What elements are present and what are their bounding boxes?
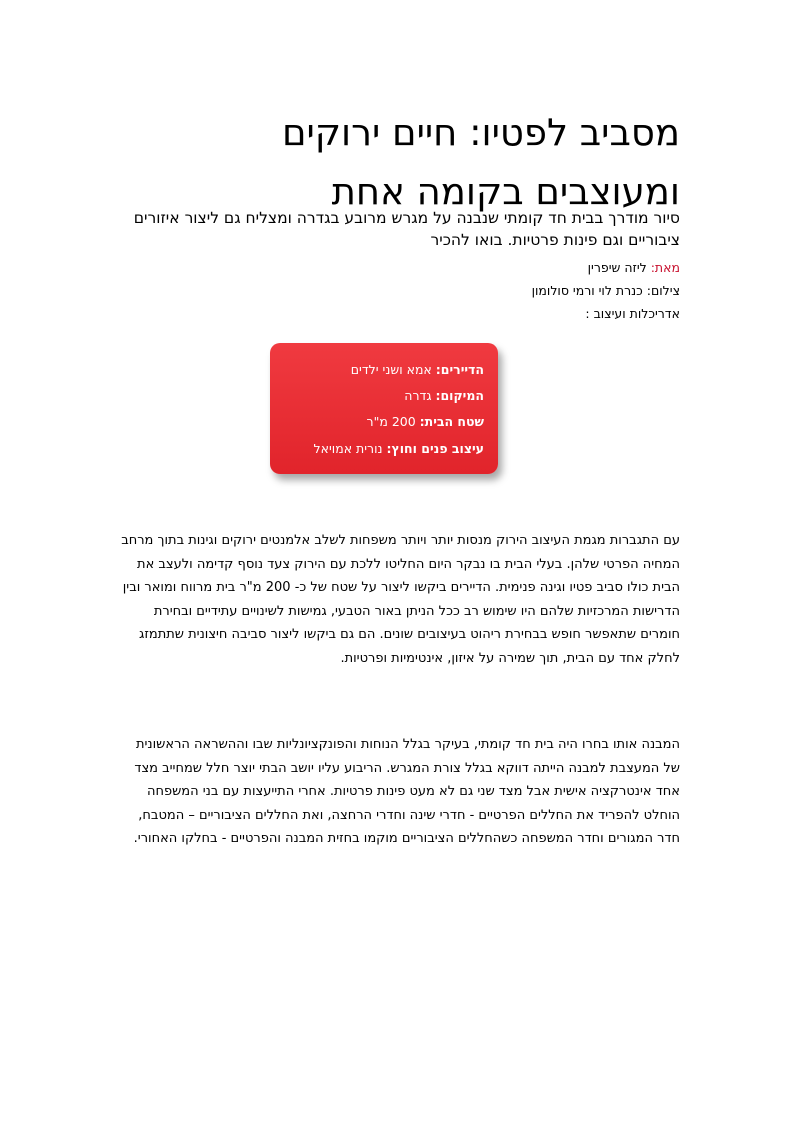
author-name: ליזה שיפרין: [587, 260, 647, 275]
area-value: 200 מ"ר: [366, 414, 416, 429]
author-label: מאת:: [650, 260, 680, 275]
info-row-area: [367, 414, 484, 429]
body-paragraph-1: עם התגברות מגמת העיצוב הירוק מנסות יותר ויותר משפחות לשלב אלמנטים ירוקים וגינות בתוך מרחב המחיה הפרטי שלהן. בעלי הבית בו נבקר היום החליטו ללכת עם הירוק צעד נוסף קדימה ולעצב את הבית כולו סביב פטיו וגינה פנימית. הדיירים ביקשו ליצור על שטח של כ- 200 מ"ר בית מרווח ומואר ובין הדרישות המרכזיות שלהם היו שימוש רב ככל הניתן באור הטבעי, גמישות לשינויים עתידיים ובחירת חומרים שתאפשר חופש בבחירת ריהוט בעיצובים שונים. הם גם ביקשו ליצור סביבה חיצונית שתתמזג לחלק אחד עם הבית, תוך שמירה על איזון, אינטימיות ופרטיות.: [121, 533, 680, 666]
info-row-location: [404, 388, 484, 403]
design-credit: אדריכלות ועיצוב :: [585, 306, 680, 321]
info-row-design: [314, 441, 484, 456]
photo-credit: צילום: כנרת לוי ורמי סולומון: [531, 283, 680, 298]
title-line-1: מסביב לפטיו: חיים ירוקים: [281, 111, 680, 154]
designer-value: נורית אמויאל: [313, 441, 383, 456]
byline: [120, 256, 680, 325]
author-line: [120, 256, 680, 279]
article-subtitle: סיור מודרך בבית חד קומתי שנבנה על מגרש מרובע בגדרה ומצליח גם ליצור איזורים ציבוריים וגם פינות פרטיות. בואו להכיר: [133, 209, 680, 249]
info-box: [270, 343, 498, 474]
location-label: המיקום:: [435, 388, 484, 403]
article-title: [120, 103, 680, 221]
body-paragraph-2: המבנה אותו בחרו היה בית חד קומתי, בעיקר בגלל הנוחות והפונקציונליות שבו וההשראה הראשונית של המעצבת למבנה הייתה דווקא בגלל צורת המגרש. הריבוע עליו יושב הבתי יוצר חלל שמחייב מצד אחד אינטרקציה אישית אבל מצד שני גם לא מעט פינות פרטיות. אחרי התייעצות עם בני המשפחה הוחלט להפריד את החללים הפרטיים - חדרי שינה וחדרי הרחצה, ואת החללים הציבוריים – המטבח, חדר המגורים וחדר המשפחה כשהחללים הציבוריים מוקמו בחזית המבנה והפרטיים - בחלקו האחורי.: [133, 737, 680, 846]
residents-value: אמא ושני ילדים: [350, 362, 432, 377]
info-row-residents: [351, 362, 484, 377]
design-label: עיצוב פנים וחוץ:: [386, 441, 484, 456]
title-line-2: ומעוצבים בקומה אחת: [331, 170, 680, 213]
residents-label: הדיירים:: [435, 362, 484, 377]
area-label: שטח הבית:: [419, 414, 484, 429]
location-value: גדרה: [404, 388, 432, 403]
